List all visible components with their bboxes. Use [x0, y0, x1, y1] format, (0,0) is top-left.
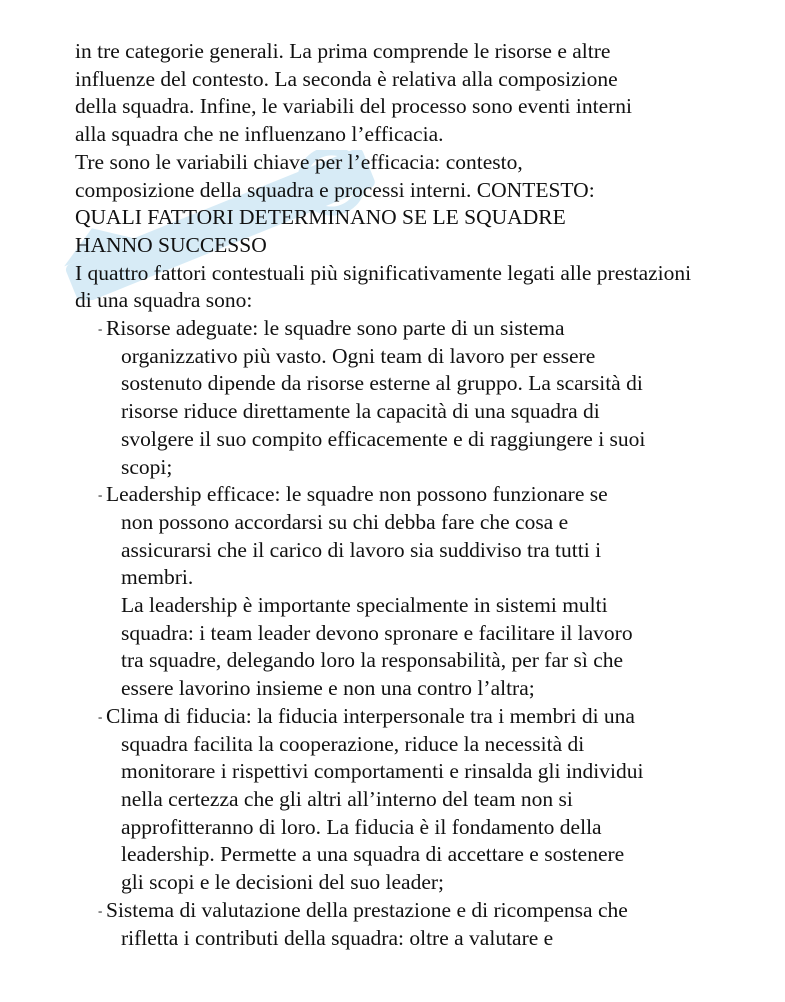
text-line: della squadra. Infine, le variabili del processo sono eventi interni [75, 94, 633, 119]
list-item-line: organizzativo più vasto. Ogni team di lavoro per essere [121, 343, 596, 368]
list-item-line: squadra facilita la cooperazione, riduce la necessità di [121, 731, 585, 756]
list-item-line: svolgere il suo compito efficacemente e di raggiungere i suoi [121, 426, 646, 451]
list-item-first-line: Risorse adeguate: le squadre sono parte di un sistema [106, 316, 565, 341]
list-item-line: tra squadre, delegando loro la responsabilità, per far sì che [121, 648, 624, 673]
intro-paragraph [75, 38, 765, 315]
list-item [75, 315, 765, 481]
list-item-line: essere lavorino insieme e non una contro l’altra; [121, 676, 535, 701]
list-item [75, 897, 765, 952]
list-item-line: leadership. Permette a una squadra di accettare e sostenere [121, 842, 625, 867]
list-item [75, 703, 765, 897]
list-item-line: La leadership è importante specialmente in sistemi multi [121, 593, 608, 618]
list-item-line: risorse riduce direttamente la capacità di una squadra di [121, 399, 600, 424]
factors-list [75, 315, 765, 952]
list-item [75, 481, 765, 703]
document-body [75, 38, 765, 952]
section-heading-line: QUALI FATTORI DETERMINANO SE LE SQUADRE [75, 205, 566, 230]
list-item-line: non possono accordarsi su chi debba fare che cosa e [121, 509, 569, 534]
text-line: alla squadra che ne influenzano l’efficacia. [75, 122, 444, 147]
bullet-dash-icon: - [98, 321, 103, 337]
list-item-first-line: Leadership efficace: le squadre non possono funzionare se [106, 482, 608, 507]
list-item-line: gli scopi e le decisioni del suo leader; [121, 870, 445, 895]
list-item-line: membri. [121, 565, 194, 590]
list-item-line: assicurarsi che il carico di lavoro sia suddiviso tra tutti i [121, 537, 602, 562]
bullet-dash-icon: - [98, 487, 103, 503]
list-item-line: nella certezza che gli altri all’interno del team non si [121, 786, 573, 811]
list-item-first-line: Clima di fiducia: la fiducia interpersonale tra i membri di una [106, 703, 635, 728]
list-item-first-line: Sistema di valutazione della prestazione e di ricompensa che [106, 897, 628, 922]
text-line: in tre categorie generali. La prima comprende le risorse e altre [75, 39, 611, 63]
section-heading-line: HANNO SUCCESSO [75, 232, 267, 257]
list-item-line: scopi; [121, 454, 173, 479]
list-item-line: squadra: i team leader devono spronare e facilitare il lavoro [121, 620, 633, 645]
list-item-line: sostenuto dipende da risorse esterne al gruppo. La scarsità di [121, 371, 643, 396]
text-line: influenze del contesto. La seconda è relativa alla composizione [75, 66, 618, 91]
list-item-line: monitorare i rispettivi comportamenti e rinsalda gli individui [121, 759, 644, 784]
bullet-dash-icon: - [98, 708, 103, 724]
text-line: di una squadra sono: [75, 288, 253, 313]
text-line: composizione della squadra e processi interni. CONTESTO: [75, 177, 595, 202]
list-item-line: approfitteranno di loro. La fiducia è il fondamento della [121, 814, 602, 839]
bullet-dash-icon: - [98, 902, 103, 918]
text-line: I quattro fattori contestuali più significativamente legati alle prestazioni [75, 260, 692, 285]
text-line: Tre sono le variabili chiave per l’efficacia: contesto, [75, 149, 523, 174]
list-item-line: rifletta i contributi della squadra: oltre a valutare e [121, 925, 554, 950]
